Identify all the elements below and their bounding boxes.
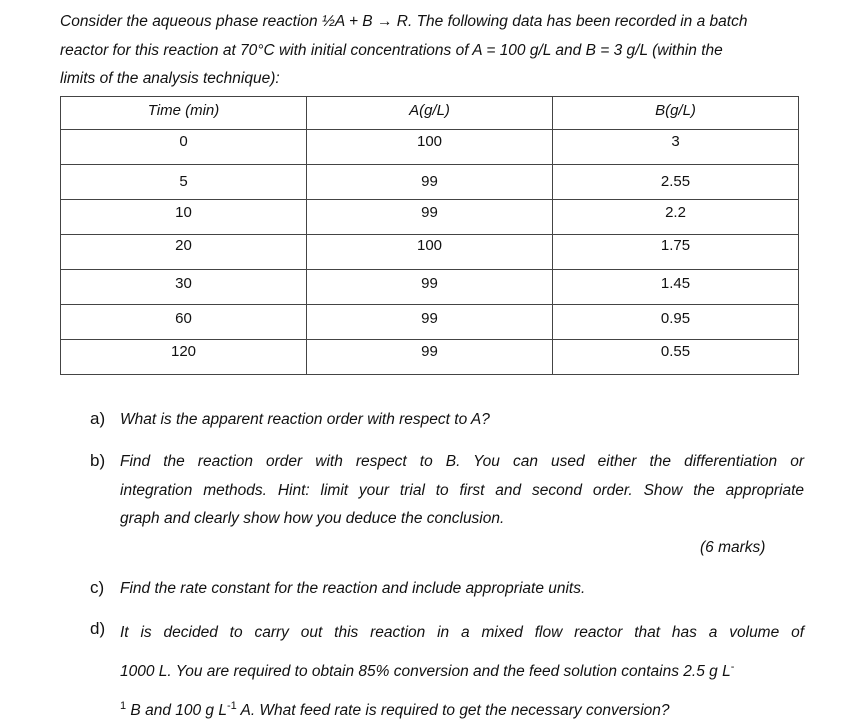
- cell-a: 99: [307, 165, 553, 200]
- intro-line-1: Consider the aqueous phase reaction ½A + B → R. The following data has been recorded in a batch: [60, 13, 748, 30]
- question-d-line-1: It is decided to carry out this reaction in a mixed flow reactor that has a volume of: [120, 624, 804, 641]
- cell-time: 120: [61, 340, 307, 375]
- question-a-letter: a): [90, 409, 106, 428]
- cell-b: 1.75: [553, 235, 799, 270]
- cell-a: 99: [307, 305, 553, 340]
- marks-label: (6 marks): [700, 539, 766, 556]
- cell-b: 3: [553, 130, 799, 165]
- question-d-line-2: [120, 650, 804, 689]
- question-b-line-3: graph and clearly show how you deduce the conclusion.: [120, 510, 505, 527]
- cell-a: 99: [307, 340, 553, 375]
- cell-time: 5: [61, 165, 307, 200]
- cell-a: 100: [307, 130, 553, 165]
- intro-line-3: limits of the analysis technique):: [60, 70, 280, 87]
- intro-line-2: reactor for this reaction at 70°C with initial concentrations of A = 100 g/L and B = 3 g/L (within the: [60, 41, 723, 59]
- cell-b: 2.55: [553, 165, 799, 200]
- header-a: A(g/L): [307, 97, 553, 130]
- question-c-text: Find the rate constant for the reaction and include appropriate units.: [120, 580, 586, 597]
- question-d-line-3-text-a: B and 100 g L: [126, 702, 227, 719]
- cell-b: 2.2: [553, 200, 799, 235]
- problem-intro: [60, 8, 800, 94]
- table-row: [61, 340, 799, 375]
- table-row: [61, 235, 799, 270]
- table-row: [61, 200, 799, 235]
- data-table: [60, 96, 799, 375]
- cell-a: 99: [307, 270, 553, 305]
- question-b-line-1: Find the reaction order with respect to B. You can used either the differentiation or: [120, 453, 804, 470]
- cell-time: 30: [61, 270, 307, 305]
- superscript: -1: [226, 700, 237, 712]
- table-row: [61, 305, 799, 340]
- cell-time: 10: [61, 200, 307, 235]
- cell-a: 100: [307, 235, 553, 270]
- superscript: 1: [120, 700, 127, 712]
- superscript: -: [730, 661, 735, 673]
- table-header-row: [61, 97, 799, 130]
- question-b-line-2: integration methods. Hint: limit your trial to first and second order. Show the appropriate: [120, 481, 804, 499]
- cell-a: 99: [307, 200, 553, 235]
- table-row: [61, 165, 799, 200]
- cell-b: 1.45: [553, 270, 799, 305]
- cell-time: 0: [61, 130, 307, 165]
- question-d-line-3-text-b: A. What feed rate is required to get the necessary conversion?: [236, 702, 670, 719]
- cell-b: 0.95: [553, 305, 799, 340]
- header-time: Time (min): [61, 97, 307, 130]
- header-b: B(g/L): [553, 97, 799, 130]
- question-d-line-3: [120, 689, 804, 728]
- cell-b: 0.55: [553, 340, 799, 375]
- table-row: [61, 130, 799, 165]
- cell-time: 60: [61, 305, 307, 340]
- question-a-text: What is the apparent reaction order with respect to A?: [120, 411, 490, 428]
- question-b-letter: b): [90, 451, 106, 470]
- question-c-letter: c): [90, 578, 105, 597]
- table-row: [61, 270, 799, 305]
- question-d-letter: d): [90, 619, 106, 638]
- cell-time: 20: [61, 235, 307, 270]
- question-d-line-2-text: 1000 L. You are required to obtain 85% conversion and the feed solution contains 2.5 g L: [120, 663, 731, 680]
